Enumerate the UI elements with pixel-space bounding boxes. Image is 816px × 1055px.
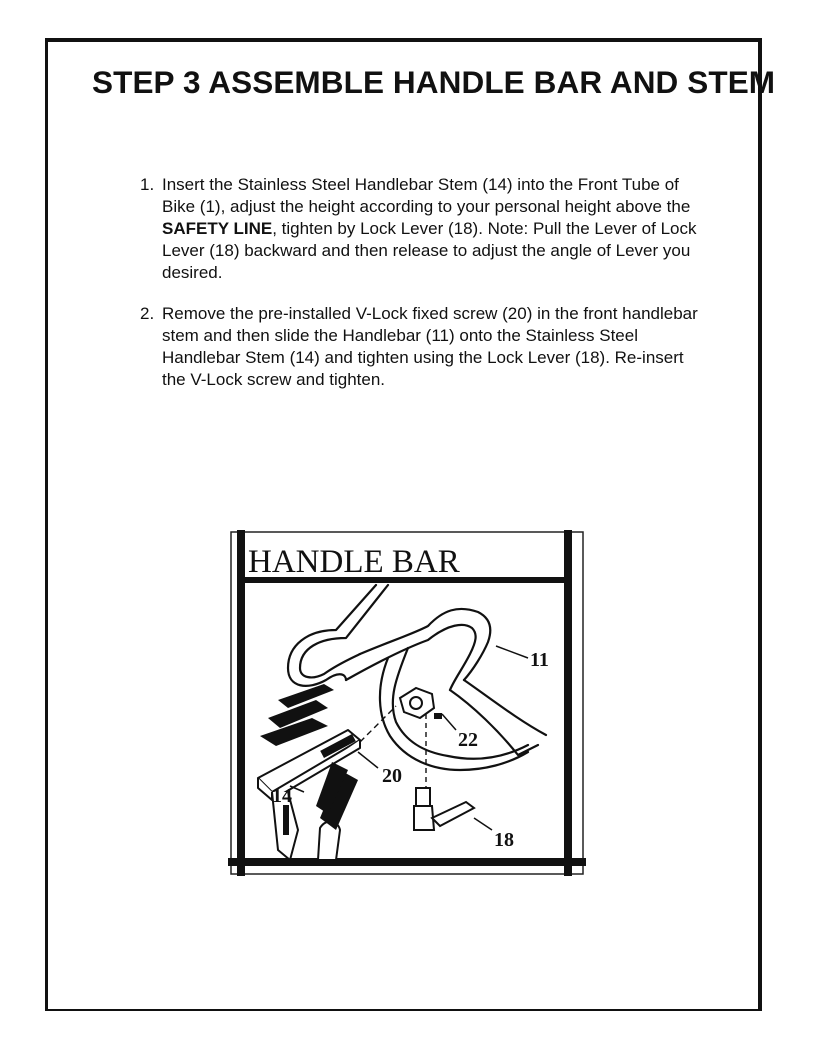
instruction-step	[140, 174, 700, 284]
step-number: 2.	[140, 304, 155, 323]
step-text-part: , tighten by Lock Lever (18). Note: Pull the Lever of Lock Lever (18) backward and then release to adjust the angle of Lever you desired.	[162, 219, 697, 282]
handlebar-illustration	[228, 530, 586, 878]
figure-bottom-bar	[228, 858, 586, 866]
callout-11: 11	[530, 649, 549, 671]
step-number: 1.	[140, 175, 155, 194]
callout-14: 14	[272, 785, 292, 807]
figure-header-label: HANDLE BAR	[248, 544, 460, 580]
step-text	[162, 303, 700, 391]
callout-20: 20	[382, 765, 402, 787]
step-text-part: Insert the Stainless Steel Handlebar Stem (14) into the Front Tube of Bike (1), adjust the height according to your personal height above the	[162, 175, 691, 216]
instruction-step	[140, 303, 700, 391]
bolt-shape	[434, 713, 442, 719]
callout-18: 18	[494, 829, 514, 851]
page-title: STEP 3 ASSEMBLE HANDLE BAR AND STEM	[92, 64, 776, 100]
step-text-part: Remove the pre-installed V-Lock fixed screw (20) in the front handlebar stem and then slide the Handlebar (11) onto the Stainless Steel Handlebar Stem (14) and tighten using the Lock Lever (18). Re-insert the V-Lock screw and tighten.	[162, 304, 698, 389]
step-text	[162, 174, 700, 284]
handlebar-diagram	[228, 530, 586, 878]
callout-22: 22	[458, 729, 478, 751]
instruction-list	[140, 174, 700, 410]
safety-line-emphasis: SAFETY LINE	[162, 219, 273, 238]
